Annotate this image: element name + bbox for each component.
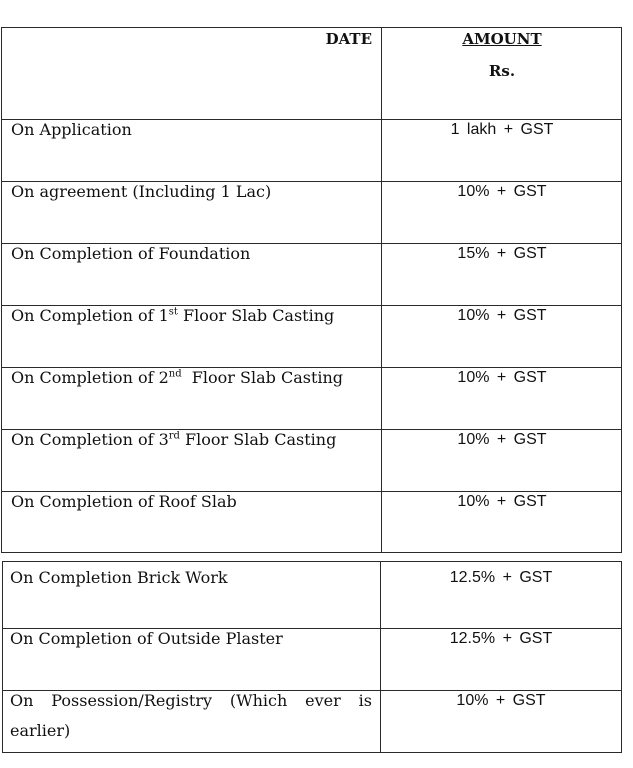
stage-cell: On Completion of Outside Plaster [10,629,283,648]
table-row [3,562,621,629]
stage-cell: On agreement (Including 1 Lac) [11,182,272,201]
payment-schedule-table-bottom [2,561,622,753]
stage-text: On Completion of 2 [11,368,169,387]
table-row [2,368,621,430]
amount-cell: 10% + GST [457,183,547,200]
stage-cell [11,306,376,326]
date-column-header: DATE [325,30,372,48]
stage-text: Floor Slab Casting [177,306,335,325]
amount-cell: 10% + GST [457,493,547,510]
amount-cell: 10% + GST [457,369,547,386]
amount-cell: 10% + GST [457,431,547,448]
stage-cell: On Completion of Foundation [11,244,251,263]
stage-cell: On Completion of Roof Slab [11,492,237,511]
amount-column-header: AMOUNT [462,30,542,48]
amount-cell: 12.5% + GST [449,569,553,586]
stage-text: On Completion of 3 [11,430,169,449]
stage-text: Floor Slab Casting [179,430,337,449]
amount-cell: 15% + GST [457,245,547,262]
stage-cell: On Completion Brick Work [10,568,228,587]
stage-text: On Completion of 1 [11,306,169,325]
stage-cell [11,368,376,388]
table-row [2,430,621,492]
stage-text: Floor Slab Casting [181,368,344,387]
amount-cell: 10% + GST [457,307,547,324]
ordinal-suffix: rd [168,430,180,442]
table-row [2,244,621,306]
amount-cell: 12.5% + GST [449,630,553,647]
ordinal-suffix: nd [168,368,182,380]
stage-cell: On Application [11,120,132,139]
stage-cell [11,430,376,450]
table-row [3,691,621,752]
stage-cell: On Possession/Registry (Which ever is earlier) [10,691,372,740]
amount-cell: 10% + GST [456,692,546,709]
header-row [2,28,621,120]
currency-label: Rs. [488,62,516,80]
payment-schedule-table-top [1,27,622,553]
table-row [2,306,621,368]
table-row [3,629,621,691]
amount-cell: 1 lakh + GST [450,121,554,138]
table-row [2,120,621,182]
table-row [2,182,621,244]
ordinal-suffix: st [168,306,178,318]
table-row [2,492,621,552]
